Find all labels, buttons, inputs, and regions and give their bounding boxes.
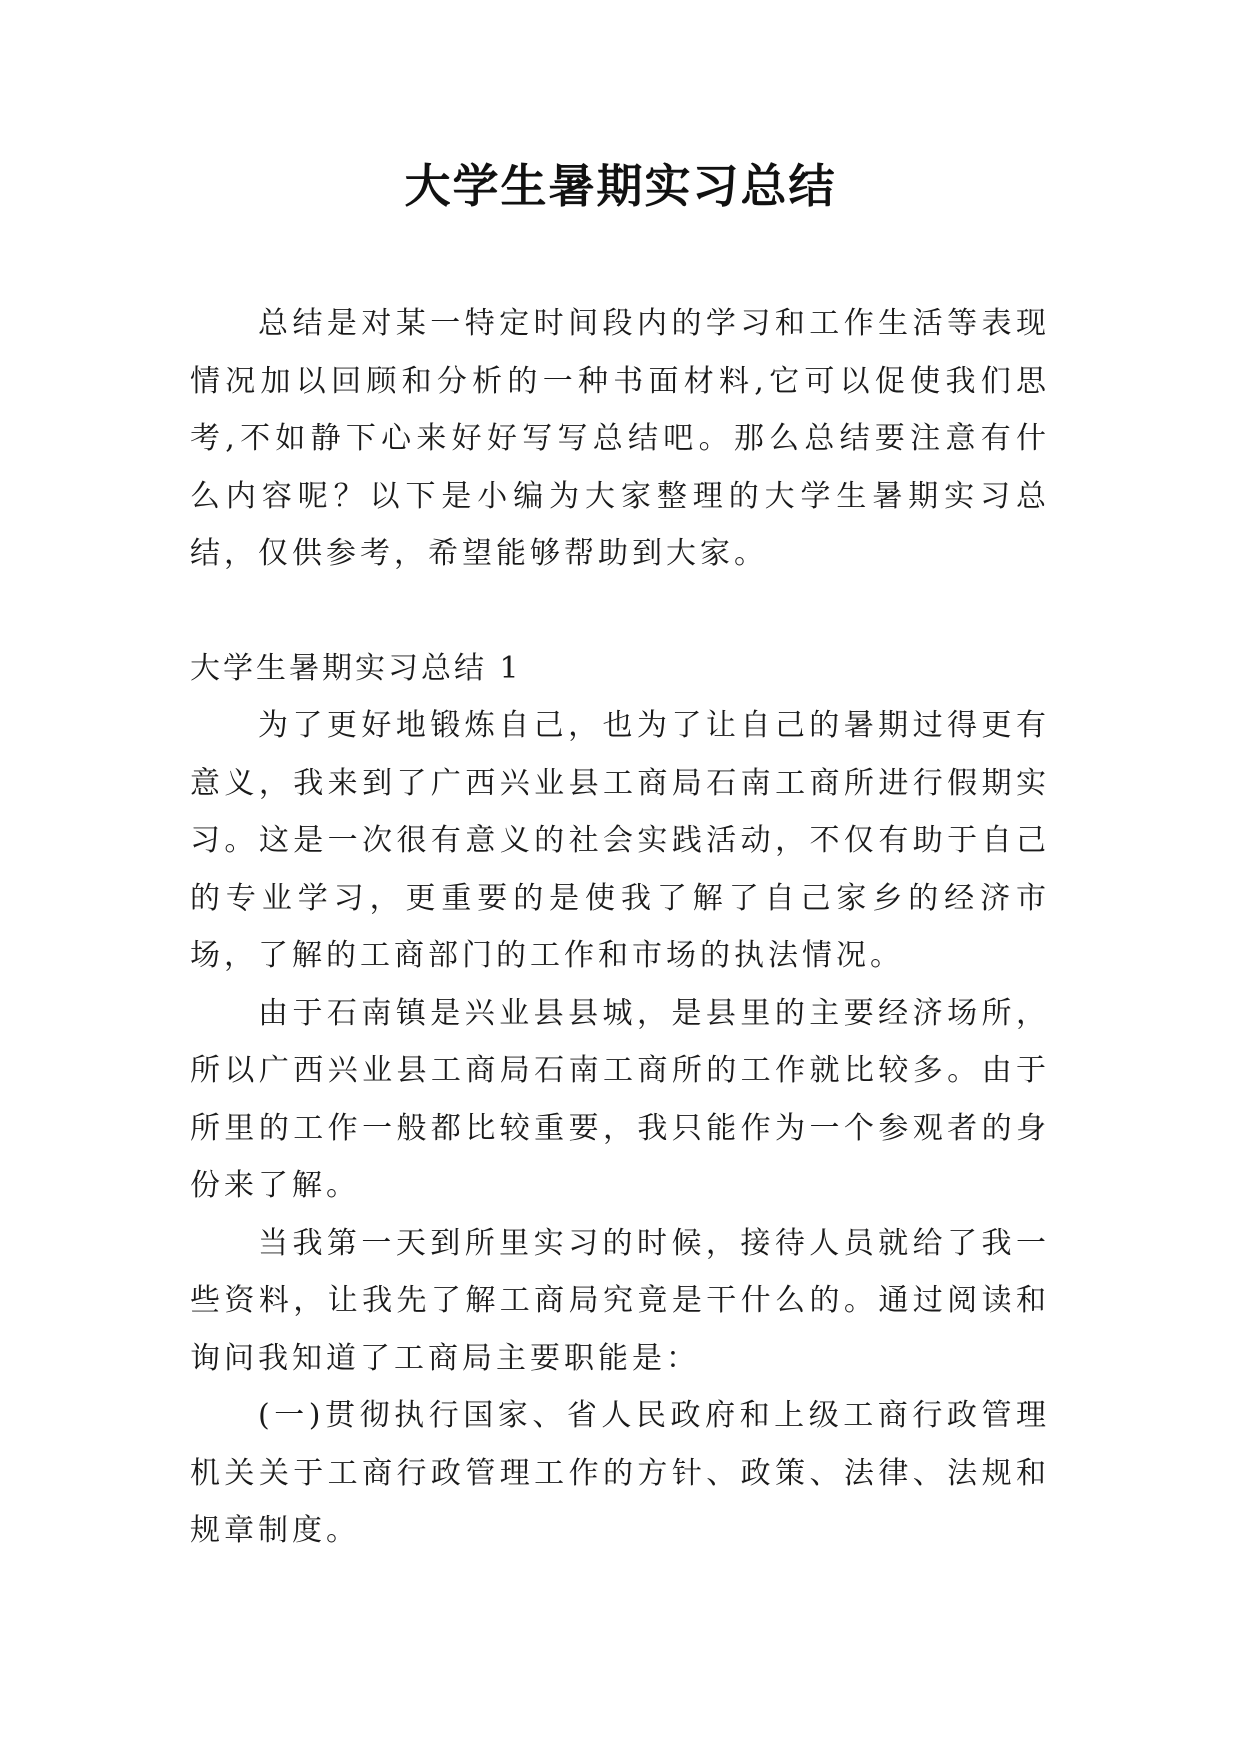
document-title: 大学生暑期实习总结: [404, 159, 837, 213]
intro-section: [190, 295, 1050, 583]
document-body: [190, 295, 1050, 1560]
body-paragraph-2: 由于石南镇是兴业县县城，是县里的主要经济场所，所以广西兴业县工商局石南工商所的工作就比较多。由于所里的工作一般都比较重要，我只能作为一个参观者的身份来了解。: [190, 995, 1050, 1203]
body-paragraph-3: 当我第一天到所里实习的时候，接待人员就给了我一些资料，让我先了解工商局究竟是干什么的。通过阅读和询问我知道了工商局主要职能是：: [190, 1225, 1050, 1376]
intro-paragraph: 总结是对某一特定时间段内的学习和工作生活等表现情况加以回顾和分析的一种书面材料,它可以促使我们思考,不如静下心来好好写写总结吧。那么总结要注意有什么内容呢？以下是小编为大家整理的大学生暑期实习总结，仅供参考，希望能够帮助到大家。: [190, 306, 1050, 571]
body-paragraph-4: (一)贯彻执行国家、省人民政府和上级工商行政管理机关关于工商行政管理工作的方针、政策、法律、法规和规章制度。: [190, 1398, 1050, 1548]
body-paragraph-1: 为了更好地锻炼自己，也为了让自己的暑期过得更有意义，我来到了广西兴业县工商局石南工商所进行假期实习。这是一次很有意义的社会实践活动，不仅有助于自己的专业学习，更重要的是使我了解了自己家乡的经济市场，了解的工商部门的工作和市场的执法情况。: [190, 708, 1050, 973]
section-heading: 大学生暑期实习总结 1: [190, 650, 522, 686]
